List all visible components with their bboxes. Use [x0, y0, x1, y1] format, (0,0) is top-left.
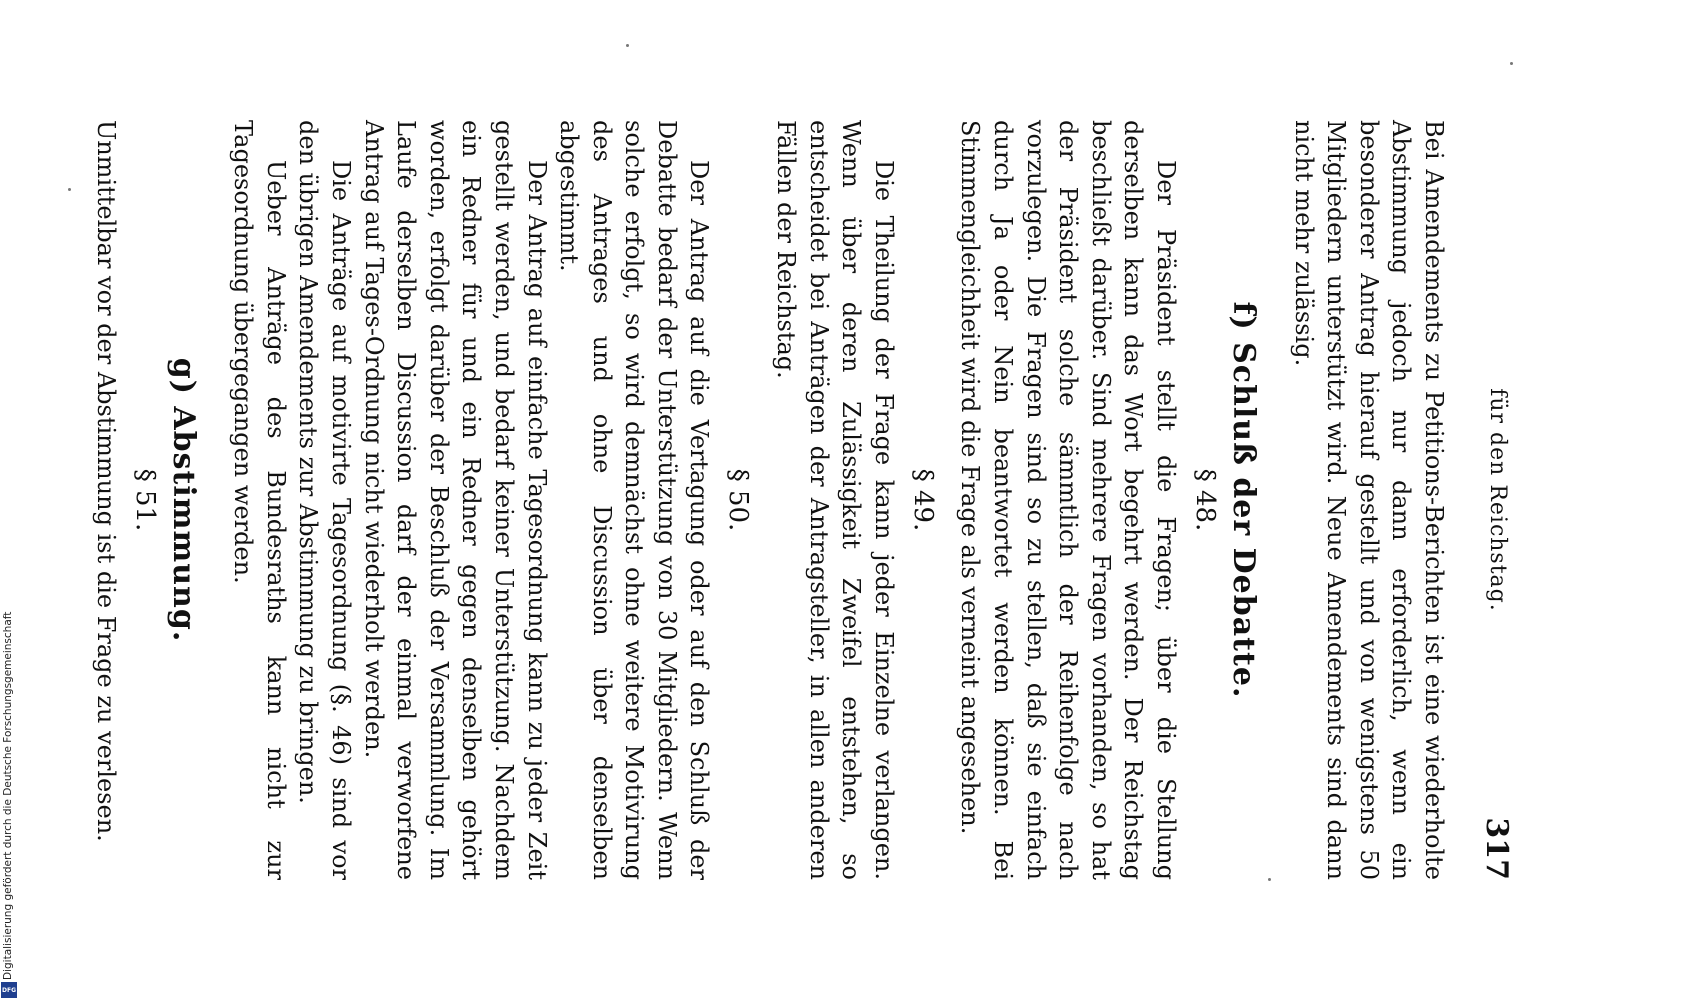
page-number: 317 [1479, 817, 1514, 880]
paragraph-number-48: § 48. [1190, 468, 1221, 532]
scan-speck [1510, 62, 1513, 65]
paragraph-48-text: Der Präsident stellt die Fragen; über die Stellung derselben kann das Wort begehrt werden. Der Reichstag beschließt darüber. Sind mehrere Fragen vorhanden, so hat der Präsident solche sämmtlich der Reihenfolge nach vorzulegen. Die Fragen sind so zu stellen, daß sie einfach durch Ja oder Nein beantwortet werden können. Bei Stimmengleichheit wird die Frage als verneint angesehen. [956, 120, 1181, 880]
digitization-note [2, 570, 18, 980]
section-heading-schluss-der-debatte: f) Schluß der Debatte. [1226, 301, 1262, 699]
section-heading-abstimmung: g) Abstimmung. [165, 357, 201, 643]
scanned-page [91, 60, 1550, 940]
paragraph-number-50: § 50. [723, 468, 754, 532]
paragraph-amendements: Bei Amendements zu Petitions-Berichten ist eine wiederholte Abstimmung jedoch nur dann erforderlich, wenn ein besonderer Antrag hierauf gestellt und von wenigstens 50 Mitgliedern unterstützt wird. Neue Amendements sind dann nicht mehr zulässig. [1289, 120, 1448, 880]
paragraph-50-text-3: Die Anträge auf motivirte Tagesordnung (§. 46) sind vor den übrigen Amendements zur Abstimmung zu bringen. [294, 120, 355, 880]
running-title: für den Reichstag. [1485, 388, 1510, 612]
digitization-note-text: Digitalisierung gefördert durch die Deutsche Forschungsgemeinschaft [2, 611, 14, 980]
paragraph-49-text: Die Theilung der Frage kann jeder Einzelne verlangen. Wenn über deren Zulässigkeit Zweifel entstehen, so entscheidet bei Anträgen der Antragsteller, in allen anderen Fällen der Reichstag. [772, 120, 898, 880]
scan-speck [1268, 878, 1271, 881]
paragraph-51-text: Unmittelbar vor der Abstimmung ist die Frage zu verlesen. [91, 120, 120, 842]
paragraph-number-49: § 49. [907, 468, 938, 532]
paragraph-50-text-4: Ueber Anträge des Bundesraths kann nicht zur Tagesordnung übergegangen werden. [229, 120, 290, 880]
scan-speck [626, 44, 629, 47]
paragraph-number-51: § 51. [129, 468, 160, 532]
dfg-logo: DFG [1, 982, 17, 998]
running-head [1450, 120, 1514, 880]
rotated-page-body [91, 60, 1550, 940]
paragraph-50-text-1: Der Antrag auf die Vertagung oder auf den Schluß der Debatte bedarf der Unterstützung von 30 Mitgliedern. Wenn solche erfolgt, so wird demnächst ohne weitere Motivirung des Antrages und ohne Discussion über denselben abgestimmt. [555, 120, 714, 880]
scan-speck [68, 188, 71, 191]
paragraph-50-text-2: Der Antrag auf einfache Tagesordnung kann zu jeder Zeit gestellt werden, und bedarf keiner Unterstützung. Nachdem ein Redner für und ein Redner gegen denselben gehört worden, erfolgt darüber der Beschluß der Versammlung. Im Laufe derselben Discussion darf der einmal verworfene Antrag auf Tages-Ordnung nicht wiederholt werden. [359, 120, 551, 880]
